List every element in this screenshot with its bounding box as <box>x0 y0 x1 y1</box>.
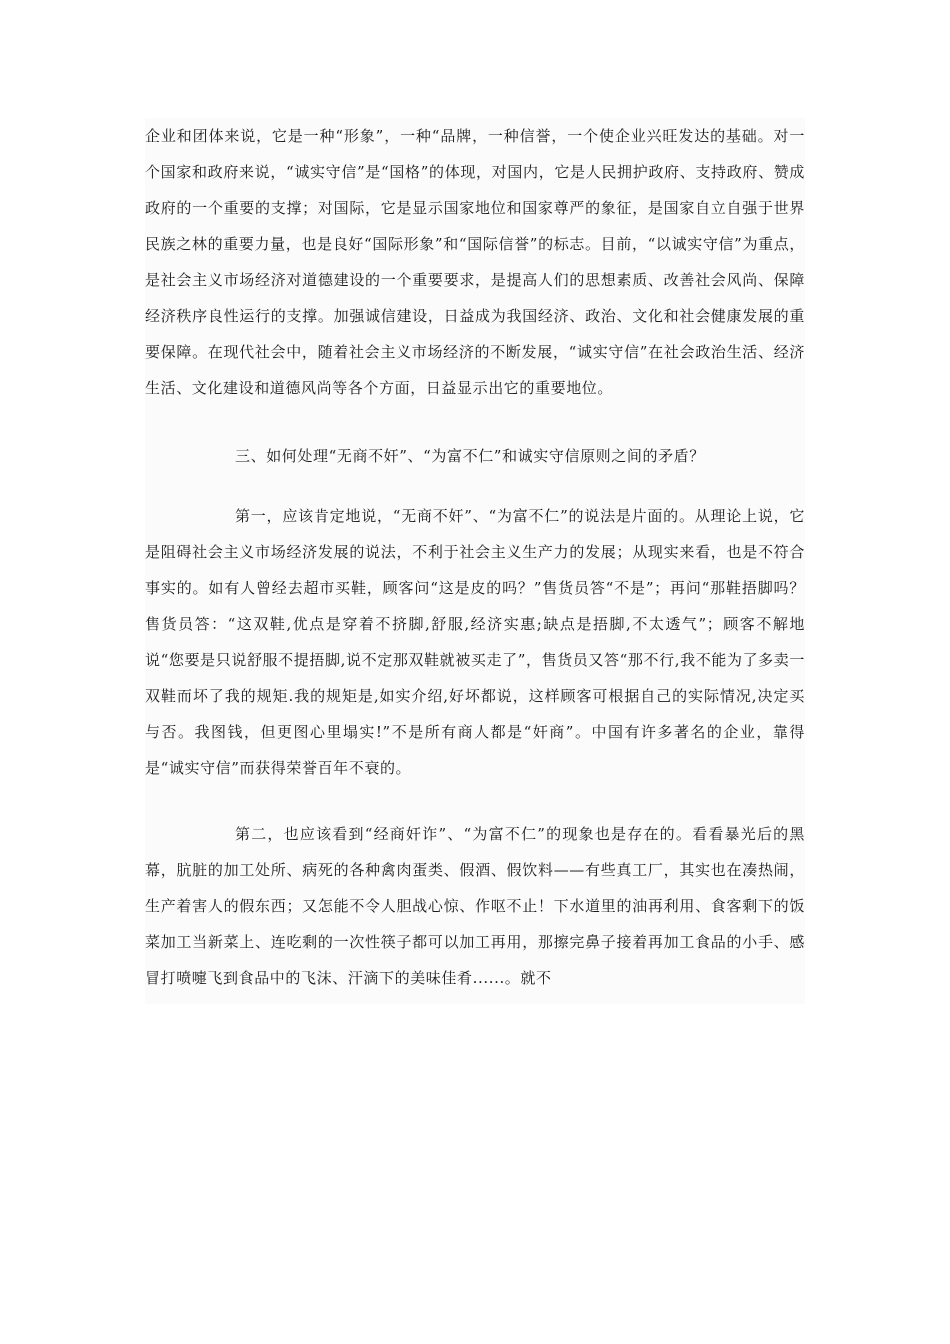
paragraph-first-point: 第一，应该肯定地说，“无商不奸”、“为富不仁”的说法是片面的。从理论上说，它是阻碍社会主义市场经济发展的说法，不利于社会主义生产力的发展；从现实来看，也是不符合事实的。如有人曾经去超市买鞋，顾客问“这是皮的吗？”售货员答“不是”；再问“那鞋捂脚吗？售货员答：“这双鞋,优点是穿着不挤脚,舒服,经济实惠;缺点是捂脚,不太透气”；顾客不解地说“您要是只说舒服不提捂脚,说不定那双鞋就被买走了”，售货员又答“那不行,我不能为了多卖一双鞋而坏了我的规矩.我的规矩是,如实介绍,好坏都说，这样顾客可根据自己的实际情况,决定买与否。我图钱，但更图心里塌实!”不是所有商人都是“奸商”。中国有许多著名的企业，靠得是“诚实守信”而获得荣誉百年不衰的。 <box>145 507 805 777</box>
document-body <box>145 118 805 1004</box>
spacer <box>145 406 805 438</box>
spacer <box>145 786 805 816</box>
paragraph-honesty-importance: 企业和团体来说，它是一种“形象”，一种“品牌，一种信誉，一个使企业兴旺发达的基础。对一个国家和政府来说，“诚实守信”是“国格”的体现，对国内，它是人民拥护政府、支持政府、赞成政府的一个重要的支撑；对国际，它是显示国家地位和国家尊严的象征，是国家自立自强于世界民族之林的重要力量，也是良好“国际形象”和“国际信誉”的标志。目前，“以诚实守信”为重点，是社会主义市场经济对道德建设的一个重要要求，是提高人们的思想素质、改善社会风尚、保障经济秩序良性运行的支撑。加强诚信建设，日益成为我国经济、政治、文化和社会健康发展的重要保障。在现代社会中，随着社会主义市场经济的不断发展，“诚实守信”在社会政治生活、经济生活、文化建设和道德风尚等各个方面，日益显示出它的重要地位。 <box>145 127 805 397</box>
section-heading-3: 三、如何处理“无商不奸”、“为富不仁”和诚实守信原则之间的矛盾？ <box>235 447 705 465</box>
spacer <box>145 474 805 498</box>
paragraph-second-point: 第二，也应该看到“经商奸诈”、“为富不仁”的现象也是存在的。看看暴光后的黑幕，肮脏的加工处所、病死的各种禽肉蛋类、假酒、假饮料——有些真工厂，其实也在凑热闹，生产着害人的假东西；又怎能不令人胆战心惊、作呕不止！下水道里的油再利用、食客剩下的饭菜加工当新菜上、连吃剩的一次性筷子都可以加工再用，那擦完鼻子接着再加工食品的小手、感冒打喷嚏飞到食品中的飞沫、汗滴下的美味佳肴......。就不 <box>145 825 805 987</box>
